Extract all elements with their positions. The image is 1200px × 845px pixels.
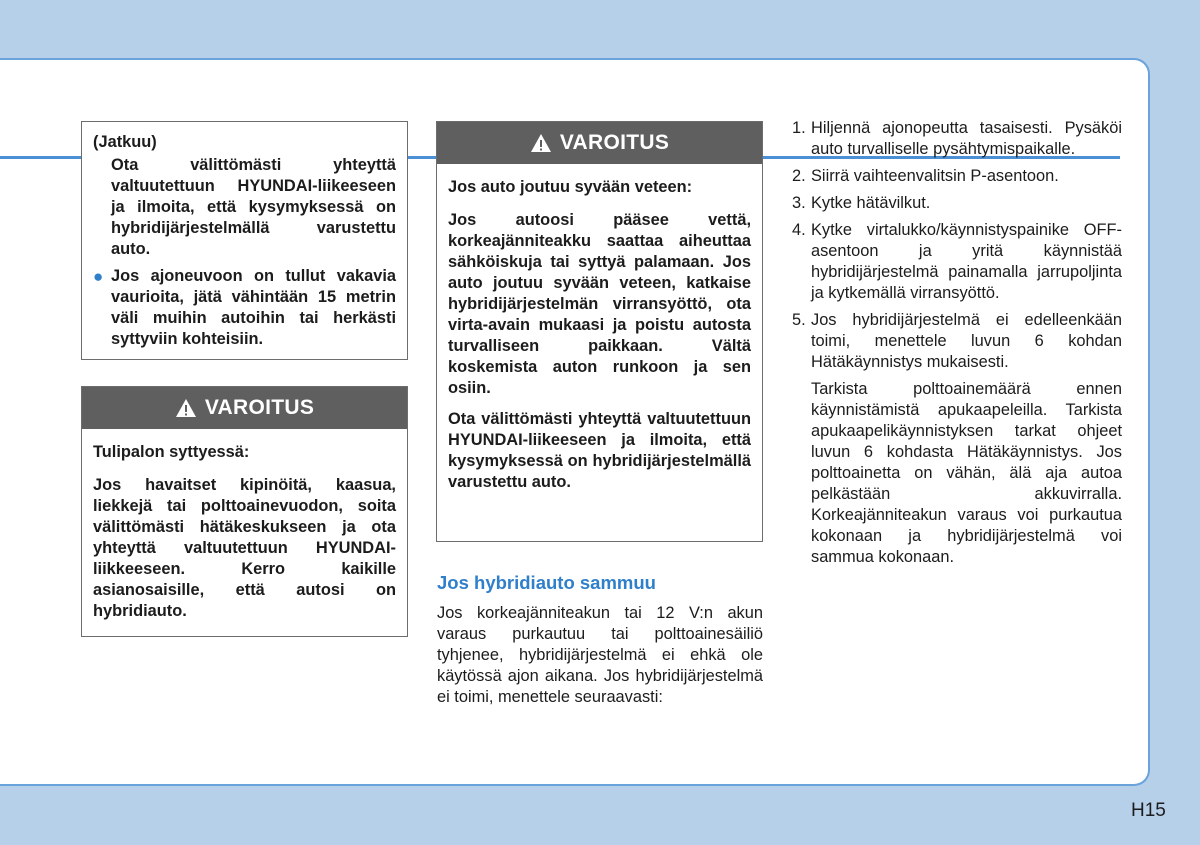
step-number: 1. (792, 119, 806, 137)
step-number: 3. (792, 194, 806, 212)
warning-triangle-icon (530, 133, 552, 153)
step-number: 5. (792, 311, 806, 329)
warning-box-water (436, 121, 763, 542)
section-heading: Jos hybridiauto sammuu (437, 572, 656, 593)
list-item (792, 220, 1122, 304)
page-number: H15 (1131, 800, 1166, 821)
step-text: Kytke hätävilkut. (811, 194, 931, 212)
list-item (792, 310, 1122, 373)
list-item (792, 166, 1122, 187)
warning-label: VAROITUS (204, 396, 315, 419)
warning-text: Jos autoosi pääsee vettä, korkeajänniteakku saattaa aiheuttaa sähköiskuja tai syttyä palamaan. Jos auto joutuu syvään veteen, katkaise hybridijärjestelmän virransyöttö, ota virta-avain mukaasi ja poistu autosta turvalliseen paikkaan. Vältä koskemista auton runkoon ja sen osiin. (448, 211, 751, 397)
step-number: 2. (792, 167, 806, 185)
list-item (93, 266, 396, 350)
step-text: Siirrä vaihteenvalitsin P-asentoon. (811, 167, 1059, 185)
step-text: Hiljennä ajonopeutta tasaisesti. Pysäköi auto turvalliselle pysähtymispaikalle. (811, 119, 1122, 158)
step-note: Tarkista polttoainemäärä ennen käynnistämistä apukaapeleilla. Tarkista apukaapelikäynnistyksen tarkat ohjeet luvun 6 kohdasta Hätäkäynnistys. Jos polttoainetta on vähän, älä aja autoa pelkästään akkuvirralla. Korkeajänniteakun varaus voi purkautua kokonaan ja hybridijärjestelmä voi sammua kokonaan. (811, 380, 1122, 566)
list-item (792, 193, 1122, 214)
warning-subtitle: Jos auto joutuu syvään veteen: (448, 178, 693, 196)
continued-box (81, 121, 408, 360)
steps-list (792, 118, 1122, 568)
list-item (792, 118, 1122, 160)
warning-text: Jos havaitset kipinöitä, kaasua, liekkejä tai polttoainevuodon, soita välittömästi hätäkeskukseen ja ota yhteyttä valtuutettuun HYUNDAI-liikkeeseen. Kerro kaikille asianosaisille, että autosi on hybridiauto. (93, 476, 396, 620)
warning-header (437, 122, 762, 164)
warning-text: Ota välittömästi yhteyttä valtuutettuun HYUNDAI-liikeeseen ja ilmoita, että kysymyksessä on hybridijärjestelmällä varustettu auto. (448, 410, 751, 491)
warning-label: VAROITUS (559, 131, 670, 154)
warning-subtitle: Tulipalon syttyessä: (93, 443, 250, 461)
bullet-text: Jos ajoneuvoon on tullut vakavia vaurioita, jätä vähintään 15 metrin väli muihin autoihin tai herkästi syttyviin kohteisiin. (111, 267, 396, 348)
continued-text: Ota välittömästi yhteyttä valtuutettuun HYUNDAI-liikeeseen ja ilmoita, että kysymyksessä on hybridijärjestelmällä varustettu auto. (111, 156, 396, 258)
step-text: Jos hybridijärjestelmä ei edelleenkään toimi, menettele luvun 6 kohdan Hätäkäynnistys mukaisesti. (811, 311, 1122, 371)
warning-box-fire (81, 386, 408, 637)
section-text: Jos korkeajänniteakun tai 12 V:n akun varaus purkautuu tai polttoainesäiliö tyhjenee, hybridijärjestelmä ei ehkä ole käytössä ajon aikana. Jos hybridijärjestelmä ei toimi, menettele seuraavasti: (437, 604, 763, 706)
continued-title: (Jatkuu) (93, 133, 157, 151)
step-text: Kytke virtalukko/käynnistyspainike OFF-asentoon ja yritä käynnistää hybridijärjestelmä painamalla jarrupoljinta ja kytkemällä virransyöttö. (811, 221, 1122, 302)
bullet-icon: ● (93, 267, 104, 286)
warning-header (82, 387, 407, 429)
step-number: 4. (792, 221, 806, 239)
warning-triangle-icon (175, 398, 197, 418)
